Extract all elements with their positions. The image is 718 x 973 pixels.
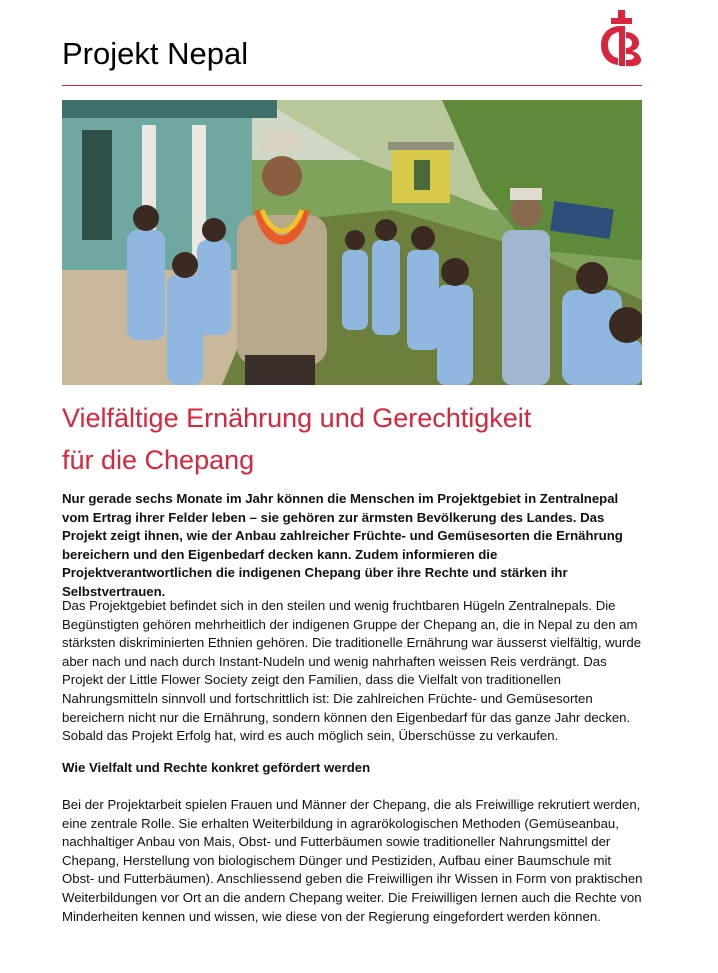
cross-figure-logo-icon [597,10,645,68]
photo-villagers-welcome [62,100,642,385]
title-divider [62,85,642,86]
section-subheading: Wie Vielfalt und Rechte konkret gefördert werden [62,760,371,775]
page-title: Projekt Nepal [62,36,249,71]
article-headline [62,397,662,481]
body-paragraph-2: Bei der Projektarbeit spielen Frauen und Männer der Chepang, die als Freiwillige rekrutiert werden, eine zentrale Rolle. Sie erhalten Weiterbildung in agrarökologischen Methoden (Gemüseanbau, nachhaltiger Anbau von Mais, Obst- und Futterbäumen sowie traditioneller Nahrungsmittel der Chepang, Herstellung von biologischem Dünger und Pestiziden, Aufbau einer Baumschule mit Obst- und Futterbäumen). Anschliessend geben die Freiwilligen ihr Wissen in Form von praktischen Weiterbildungen vor Ort an die andern Chepang weiter. Die Freiwilligen lernen auch die Rechte von Minderheiten kennen und wissen, wie diese von der Regierung eingefordert werden können. [62,797,643,924]
lead-paragraph: Nur gerade sechs Monate im Jahr können die Menschen im Projektgebiet in Zentralnepal vom Ertrag ihrer Felder leben – sie gehören zur ärmsten Bevölkerung des Landes. Das Projekt zeigt ihnen, wie der Anbau zahlreicher Früchte- und Gemüsesorten die Ernährung bereichern und den Eigenbedarf decken kann. Zudem informieren die Projektverantwortlichen die indigenen Chepang über ihre Rechte und stärken ihr Selbstvertrauen. [62,491,623,599]
headline-line-2: für die Chepang [62,445,255,475]
body-paragraph-1: Das Projektgebiet befindet sich in den steilen und wenig fruchtbaren Hügeln Zentralnepals. Die Begünstigten gehören mehrheitlich der indigenen Gruppe der Chepang an, die in Nepal zu den am stärksten diskriminierten Ethnien gehören. Die traditionelle Ernährung war äusserst vielfältig, wurde aber nach und nach durch Instant-Nudeln und wenig nahrhaften weissen Reis verdrängt. Das Projekt der Little Flower Society zeigt den Familien, dass die Vielfalt von traditionellen Nahrungsmitteln sinnvoll und fortschrittlich ist: Die zahlreichen Früchte- und Gemüsesorten bereichern nicht nur die Ernährung, sondern können den Eigenbedarf für das ganze Jahr decken. Sobald das Projekt Erfolg hat, wird es auch möglich sein, Überschüsse zu verkaufen. [62,598,642,744]
headline-line-1: Vielfältige Ernährung und Gerechtigkeit [62,403,532,433]
